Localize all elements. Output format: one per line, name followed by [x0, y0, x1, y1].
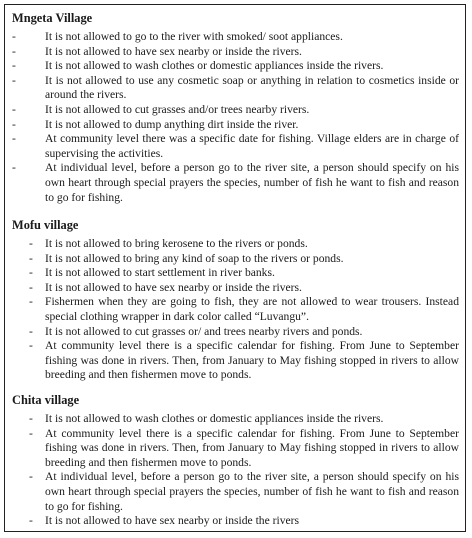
list-item	[12, 45, 459, 60]
list-item	[12, 59, 459, 74]
list-item	[12, 118, 459, 133]
section-title: Chita village	[12, 393, 80, 407]
bullet-dash: -	[29, 514, 33, 528]
bullet-dash: -	[12, 73, 16, 87]
bullet-dash: -	[12, 161, 16, 175]
rule-text: It is not allowed to have sex nearby or inside the rivers.	[45, 44, 302, 58]
rule-text: At individual level, before a person go to the river site, a person should specify on his own heart through special prayers the species, number of fish he want to fish and reason to go for fishing.	[45, 161, 459, 204]
bullet-dash: -	[29, 266, 33, 280]
bullet-dash: -	[29, 339, 33, 353]
list-item	[12, 325, 459, 340]
rule-text: It is not allowed to dump anything dirt inside the river.	[45, 117, 299, 131]
list-item	[12, 295, 459, 324]
bullet-dash: -	[12, 117, 16, 131]
rule-text: It is not allowed to use any cosmetic soap or anything in relation to cosmetics inside or around the rivers.	[45, 73, 459, 102]
rule-text: It is not allowed to bring kerosene to the rivers or ponds.	[45, 237, 308, 250]
document-frame	[4, 4, 466, 532]
rule-list	[12, 412, 459, 529]
list-item	[12, 281, 459, 296]
rule-text: Fishermen when they are going to fish, they are not allowed to wear trousers. Instead special clothing wrapper in dark color called “Luvangu”.	[45, 295, 459, 323]
rule-text: It is not allowed to bring any kind of soap to the rivers or ponds.	[45, 251, 344, 265]
bullet-dash: -	[29, 251, 33, 265]
list-item	[12, 470, 459, 514]
bullet-dash: -	[29, 324, 33, 338]
rule-list	[12, 237, 459, 383]
rule-text: It is not allowed to start settlement in river banks.	[45, 266, 275, 280]
list-item	[12, 30, 459, 45]
list-item	[12, 103, 459, 118]
rule-text: At community level there is a specific calendar for fishing. From June to September fishing was done in rivers. Then, from January to May fishing stopped in rivers to allow breeding and then fishermen move to ponds.	[45, 339, 459, 382]
rule-text: It is not allowed to go to the river with smoked/ soot appliances.	[45, 30, 343, 43]
list-item	[12, 412, 459, 427]
rule-text: It is not allowed to cut grasses and/or trees nearby rivers.	[45, 102, 310, 116]
section-mofu-village	[12, 218, 459, 383]
list-item	[12, 161, 459, 205]
bullet-dash: -	[12, 102, 16, 116]
rule-text: At community level there is a specific calendar for fishing. From June to September fishing was done in rivers. Then, from January to May fishing stopped in rivers to allow breeding and then fishermen move to ponds.	[45, 426, 459, 469]
rule-text: It is not allowed to wash clothes or domestic appliances inside the rivers.	[45, 412, 384, 425]
bullet-dash: -	[29, 412, 33, 425]
list-item	[12, 74, 459, 103]
bullet-dash: -	[12, 30, 16, 43]
rule-text: It is not allowed to have sex nearby or inside the rivers	[45, 514, 300, 528]
section-chita-village	[12, 393, 459, 529]
rule-text: It is not allowed to have sex nearby or inside the rivers.	[45, 280, 302, 294]
rule-text: It is not allowed to wash clothes or domestic appliances inside the rivers.	[45, 59, 384, 73]
list-item	[12, 339, 459, 383]
section-mngeta-village	[12, 11, 459, 205]
bullet-dash: -	[12, 59, 16, 73]
bullet-dash: -	[29, 470, 33, 484]
bullet-dash: -	[29, 237, 33, 250]
bullet-dash: -	[29, 295, 33, 309]
list-item	[12, 427, 459, 471]
list-item	[12, 266, 459, 281]
bullet-dash: -	[29, 280, 33, 294]
list-item	[12, 132, 459, 161]
rule-text: At community level there was a specific date for fishing. Village elders are in charge of supervising the activities.	[45, 132, 459, 160]
bullet-dash: -	[12, 132, 16, 146]
rule-list	[12, 30, 459, 205]
section-title: Mngeta Village	[12, 11, 93, 25]
bullet-dash: -	[29, 426, 33, 440]
list-item	[12, 514, 459, 529]
bullet-dash: -	[12, 44, 16, 58]
list-item	[12, 252, 459, 267]
rule-text: It is not allowed to cut grasses or/ and trees nearby rivers and ponds.	[45, 324, 363, 338]
section-title: Mofu village	[12, 218, 79, 232]
list-item	[12, 237, 459, 252]
rule-text: At individual level, before a person go to the river site, a person should specify on his own heart through special prayers the species, number of fish he want to fish and reason to go for fishing.	[45, 470, 459, 513]
